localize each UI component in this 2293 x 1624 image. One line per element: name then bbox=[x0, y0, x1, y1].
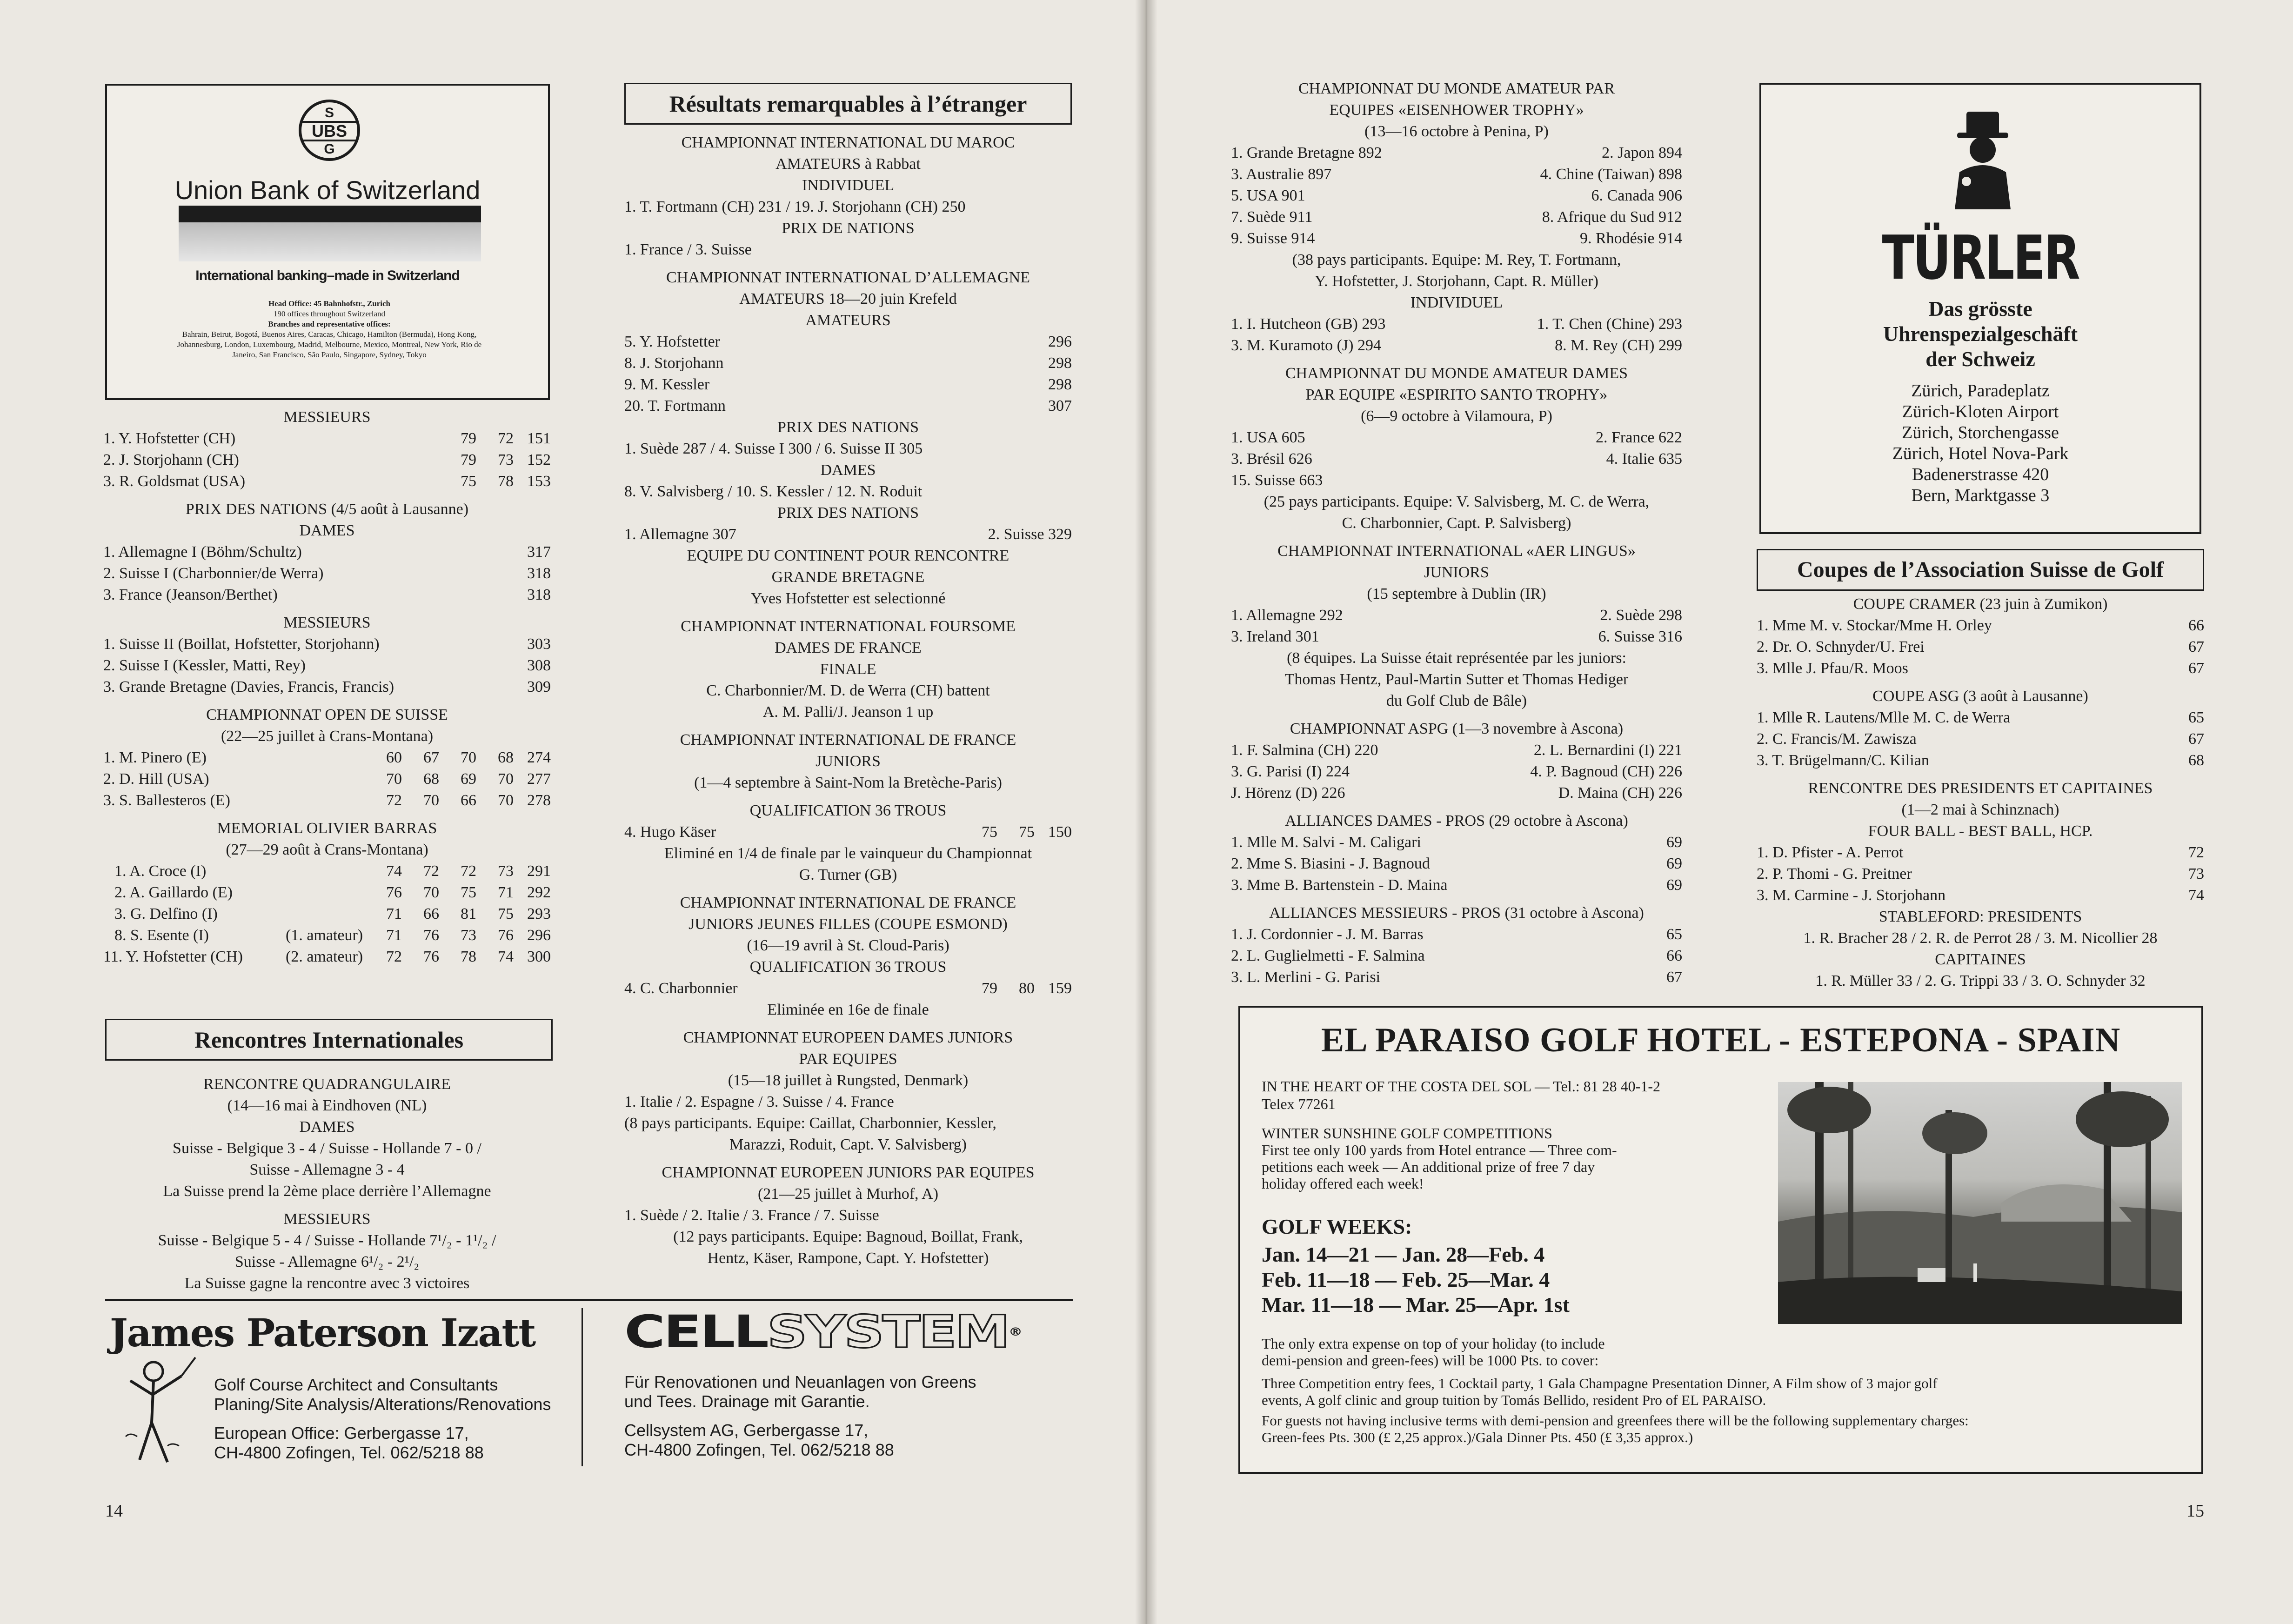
result-row: 1. Mlle M. Salvi - M. Caligari 69 bbox=[1231, 834, 1682, 851]
paterson-details: Golf Course Architect and Consultants Planing/Site Analysis/Alterations/Renovations European Office: Gerbergasse 17, CH-4800 Zofingen, Tel. 062/5218 88 bbox=[214, 1375, 551, 1462]
paraiso-cover-details: Three Competition entry fees, 1 Cocktail party, 1 Gala Champagne Presentation Dinner, A Film show of 3 major golf events, A golf clinic and group tuition by Tomás Bellido, resident Pro of EL PARAISO. For guests not having inclusive terms with demi-pension and greenfees there will be the following supplementary charges: Green-fees Pts. 300 (£ 2,25 approx.)/Gala Dinner Pts. 450 (£ 3,35 approx.) bbox=[1262, 1375, 1969, 1445]
result-row: 3. Australie 897 4. Chine (Taiwan) 898 bbox=[1231, 166, 1682, 183]
ubs-banner-bar bbox=[179, 206, 481, 261]
rencontre-quadrangulaire-section: RENCONTRE QUADRANGULAIRE (14—16 mai à Eindhoven (NL) DAMES Suisse - Belgique 3 - 4 / Suisse - Hollande 7 - 0 / Suisse - Allemagne 3 - 4 La Suisse prend la 2ème place derrière l’Allemagne MESSIEURS Suisse - Belgique 5 - 4 / Suisse - Hollande 7¹/₂ - 1¹/₂ / Suisse - Allemagne 6¹/₂ - 2¹/₂ La Suisse gagne la rencontre avec 3 victoires bbox=[158, 1076, 496, 1292]
coupes-asg-title: Coupes de l’Association Suisse de Golf bbox=[1757, 549, 2204, 591]
result-row: 3. Grande Bretagne (Davies, Francis, Francis) 309 bbox=[103, 678, 551, 695]
result-row: 11. Y. Hofstetter (CH) (2. amateur) 72 76 78 74 300 bbox=[103, 948, 551, 965]
ubs-office-info: Head Office: 45 Bahnhofstr., Zurich 190 offices throughout Switzerland Branches and representative offices: Bahrain, Beirut, Bogotá, Buenos Aires, Caracas, Chicago, Hamilton (Bermuda), Hong Kong, Johannesburg, London, Luxembourg, Madrid, Melbourne, Mexico, Montreal, New York, Rio de Janeiro, San Francisco, São Paulo, Singapore, Sydney, Tokyo bbox=[177, 299, 482, 359]
result-row: 8. J. Storjohann 298 bbox=[624, 354, 1072, 372]
paraiso-extra-expense: The only extra expense on top of your holiday (to include demi-pension and green-fees) will be 1000 Pts. to cover: bbox=[1262, 1335, 1605, 1369]
result-row: 7. Suède 911 8. Afrique du Sud 912 bbox=[1231, 208, 1682, 226]
result-row: 2. L. Guglielmetti - F. Salmina 66 bbox=[1231, 947, 1682, 964]
result-row: 3. L. Merlini - G. Parisi 67 bbox=[1231, 969, 1682, 986]
result-row: 1. A. Croce (I) 74 72 72 73 291 bbox=[114, 862, 551, 880]
column-2-results: CHAMPIONNAT INTERNATIONAL DU MAROC AMATEURS à Rabbat INDIVIDUEL 1. T. Fortmann (CH) 231 / 19. J. Storjohann (CH) 250 PRIX DE NATIONS 1. France / 3. Suisse CHAMPIONNAT INTERNATIONAL D’ALLEMAGNE AMATEURS 18—20 juin Krefeld AMATEURS 5. Y. Hofstetter 296 8. J. Storjohann 298 9. M. Kessler 298 20. T. Fortmann 307 PRIX DES NATIONS 1. Suède 287 / 4. Suisse I 300 / 6. Suisse II 305 DAMES 8. V. Salvisberg / 10. S. Kessler / 12. N. Roduit PRIX DES NATIONS 1. Allemagne 307 2. Suisse 329 EQUIPE DU CONTINENT POUR RENCONTRE GRANDE BRETAGNE Yves Hofstetter est selectionné CHAMPIONNAT INTERNATIONAL FOURSOME DAMES DE FRANCE FINALE C. Charbonnier/M. D. de Werra (CH) battent A. M. Palli/J. Jeanson 1 up CHAMPIONNAT INTERNATIONAL DE FRANCE JUNIORS (1—4 septembre à Saint-Nom la Bretèche-Paris) QUALIFICATION 36 TROUS 4. Hugo Käser 75 75 150 Eliminé en 1/4 de finale par le vainqueur du Championnat G. Turner (GB) CHAMPIONNAT INTERNATIONAL DE FRANCE JUNIORS JEUNES FILLES (COUPE ESMOND) (16—19 avril à St. Cloud-Paris) QUALIFICATION 36 TROUS 4. C. Charbonnier 79 80 159 Eliminée en 16e de finale CHAMPIONNAT EUROPEEN DAMES JUNIORS PAR EQUIPES (15—18 juillet à Rungsted, Denmark) 1. Italie / 2. Espagne / 3. Suisse / 4. France (8 pays participants. Equipe: Caillat, Charbonnier, Kessler, Marazzi, Roduit, Capt. V. Salvisberg) CHAMPIONNAT EUROPEEN JUNIORS PAR EQUIPES (21—25 juillet à Murhof, A) 1. Suède / 2. Italie / 3. France / 7. Suisse (12 pays participants. Equipe: Bagnoud, Boillat, Frank, Hentz, Käser, Rampone, Capt. Y. Hofstetter) bbox=[624, 134, 1072, 1267]
el-paraiso-advertisement bbox=[1238, 1006, 2203, 1474]
ubs-logo: S UBS G bbox=[299, 100, 360, 161]
result-row: 3. M. Kuramoto (J) 294 8. M. Rey (CH) 299 bbox=[1231, 337, 1682, 354]
messieurs-heading: MESSIEURS bbox=[283, 408, 371, 426]
page-number-left: 14 bbox=[105, 1501, 123, 1521]
turler-brand: TÜRLER bbox=[1882, 222, 2079, 293]
cellsystem-advertisement bbox=[624, 1306, 1073, 1474]
open-de-suisse-heading: CHAMPIONNAT OPEN DE SUISSE bbox=[206, 706, 448, 723]
result-row: 3. R. Goldsmat (USA) 75 78 153 bbox=[103, 473, 551, 490]
paterson-advertisement bbox=[107, 1306, 572, 1474]
result-row: 1. USA 605 2. France 622 bbox=[1231, 429, 1682, 446]
column-4-results: COUPE CRAMER (23 juin à Zumikon) 1. Mme M. v. Stockar/Mme H. Orley 66 2. Dr. O. Schnyder/U. Frei 67 3. Mlle J. Pfau/R. Moos 67 COUPE ASG (3 août à Lausanne) 1. Mlle R. Lautens/Mlle M. C. de Werra 65 2. C. Francis/M. Zawisza 67 3. T. Brügelmann/C. Kilian 68 RENCONTRE DES PRESIDENTS ET CAPITAINES (1—2 mai à Schinznach) FOUR BALL - BEST BALL, HCP. 1. D. Pfister - A. Perrot 72 2. P. Thomi - G. Preitner 73 3. M. Carmine - J. Storjohann 74 STABLEFORD: PRESIDENTS 1. R. Bracher 28 / 2. R. de Perrot 28 / 3. M. Nicollier 28 CAPITAINES 1. R. Müller 33 / 2. G. Trippi 33 / 3. O. Schnyder 32 bbox=[1757, 595, 2204, 989]
turler-tagline: Das grösste Uhrenspezialgeschäft der Schweiz bbox=[1883, 297, 2078, 371]
result-row: 1. Suisse II (Boillat, Hofstetter, Storjohann) 303 bbox=[103, 635, 551, 653]
result-row: 3. G. Parisi (I) 224 4. P. Bagnoud (CH) 226 bbox=[1231, 763, 1682, 780]
result-row: 2. A. Gaillardo (E) 76 70 75 71 292 bbox=[114, 884, 551, 901]
ubs-advertisement bbox=[105, 84, 550, 400]
result-row: 3. France (Jeanson/Berthet) 318 bbox=[103, 586, 551, 603]
open-de-suisse-dates: (22—25 juillet à Crans-Montana) bbox=[221, 728, 434, 745]
result-row: 1. I. Hutcheon (GB) 293 1. T. Chen (Chine) 293 bbox=[1231, 315, 1682, 333]
result-row: 3. Mlle J. Pfau/R. Moos 67 bbox=[1757, 660, 2204, 677]
result-row: 3. Mme B. Bartenstein - D. Maina 69 bbox=[1231, 876, 1682, 894]
paraiso-contact: IN THE HEART OF THE COSTA DEL SOL — Tel.: 81 28 40-1-2 Telex 77261 bbox=[1262, 1078, 1660, 1112]
result-row: 15. Suisse 663 bbox=[1231, 472, 1323, 489]
result-row: 1. J. Cordonnier - J. M. Barras 65 bbox=[1231, 926, 1682, 943]
resultats-etranger-title: Résultats remarquables à l’étranger bbox=[624, 83, 1072, 125]
result-row: 1. M. Pinero (E) 60 67 70 68 274 bbox=[103, 749, 551, 766]
result-row: 3. T. Brügelmann/C. Kilian 68 bbox=[1757, 752, 2204, 769]
photo-scene bbox=[1778, 1082, 2182, 1324]
result-row: 3. G. Delfino (I) 71 66 81 75 293 bbox=[114, 905, 551, 922]
result-row: 20. T. Fortmann 307 bbox=[624, 397, 1072, 414]
rencontres-internationales-title: Rencontres Internationales bbox=[105, 1019, 553, 1061]
cellsystem-details: Für Renovationen und Neuanlagen von Greens und Tees. Drainage mit Garantie. Cellsystem AG, Gerbergasse 17, CH-4800 Zofingen, Tel. 062/5218 88 bbox=[624, 1372, 976, 1459]
result-row: 1. Mlle R. Lautens/Mlle M. C. de Werra 65 bbox=[1757, 709, 2204, 726]
result-row: 1. Y. Hofstetter (CH) 79 72 151 bbox=[103, 430, 551, 447]
paraiso-competitions: WINTER SUNSHINE GOLF COMPETITIONS First tee only 100 yards from Hotel entrance — Three com- petitions each week — An additional prize of free 7 day holiday offered each week! bbox=[1262, 1125, 1617, 1192]
bottom-ads-rule bbox=[105, 1299, 1073, 1301]
result-row: 2. Suisse I (Charbonnier/de Werra) 318 bbox=[103, 565, 551, 582]
ads-divider bbox=[582, 1308, 583, 1466]
result-row: 5. USA 901 6. Canada 906 bbox=[1231, 187, 1682, 204]
prix-des-nations-heading: PRIX DES NATIONS (4/5 août à Lausanne) bbox=[185, 501, 469, 518]
result-row: 8. S. Esente (I) (1. amateur) 71 76 73 76 296 bbox=[114, 927, 551, 944]
ubs-bank-name: Union Bank of Switzerland bbox=[174, 175, 481, 205]
result-row: 2. D. Hill (USA) 70 68 69 70 277 bbox=[103, 770, 551, 788]
paraiso-golf-weeks: GOLF WEEKS: Jan. 14—21 — Jan. 28—Feb. 4 Feb. 11—18 — Feb. 25—Mar. 4 Mar. 11—18 — Mar. 25—Apr. 1st bbox=[1262, 1215, 1570, 1317]
memorial-barras-heading: MEMORIAL OLIVIER BARRAS bbox=[217, 820, 437, 837]
cellsystem-logo: CELLSYSTEM® bbox=[624, 1306, 1021, 1358]
golf-course-photo bbox=[1778, 1082, 2182, 1324]
gentleman-illustration bbox=[1941, 107, 2025, 209]
result-row: 1. D. Pfister - A. Perrot 72 bbox=[1757, 844, 2204, 861]
result-row: 5. Y. Hofstetter 296 bbox=[624, 333, 1072, 350]
result-row: 3. M. Carmine - J. Storjohann 74 bbox=[1757, 887, 2204, 904]
paterson-name: James Paterson Izatt bbox=[110, 1311, 535, 1356]
column-1-results bbox=[103, 407, 551, 968]
result-row: 9. Suisse 914 9. Rhodésie 914 bbox=[1231, 230, 1682, 247]
result-row: 1. F. Salmina (CH) 220 2. L. Bernardini (I) 221 bbox=[1231, 742, 1682, 759]
messieurs-heading: MESSIEURS bbox=[283, 614, 371, 631]
result-row: 2. Suisse I (Kessler, Matti, Rey) 308 bbox=[103, 657, 551, 674]
result-row: 3. Ireland 301 6. Suisse 316 bbox=[1231, 628, 1682, 645]
result-row: 4. Hugo Käser 75 75 150 bbox=[624, 823, 1072, 841]
result-row: 2. Dr. O. Schnyder/U. Frei 67 bbox=[1757, 638, 2204, 655]
result-row: 2. C. Francis/M. Zawisza 67 bbox=[1757, 730, 2204, 748]
memorial-barras-dates: (27—29 août à Crans-Montana) bbox=[226, 841, 428, 858]
result-row: 9. M. Kessler 298 bbox=[624, 376, 1072, 393]
ubs-tagline: International banking–made in Switzerland bbox=[195, 268, 460, 283]
result-row: J. Hörenz (D) 226 D. Maina (CH) 226 bbox=[1231, 784, 1682, 802]
result-row: 4. C. Charbonnier 79 80 159 bbox=[624, 980, 1072, 997]
spine-gutter bbox=[1135, 0, 1157, 1624]
result-row: 1. Allemagne 292 2. Suède 298 bbox=[1231, 607, 1682, 624]
result-row: 2. J. Storjohann (CH) 79 73 152 bbox=[103, 451, 551, 468]
result-row: 1. Allemagne I (Böhm/Schultz) 317 bbox=[103, 543, 551, 561]
column-3-results: CHAMPIONNAT DU MONDE AMATEUR PAR EQUIPES «EISENHOWER TROPHY» (13—16 octobre à Penina, P) 1. Grande Bretagne 892 2. Japon 894 3. Australie 897 4. Chine (Taiwan) 898 5. USA 901 6. Canada 906 7. Suède 911 8. Afrique du Sud 912 9. Suisse 914 9. Rhodésie 914 (38 pays participants. Equipe: M. Rey, T. Fortmann, Y. Hofstetter, J. Storjohann, Capt. R. Müller) INDIVIDUEL 1. I. Hutcheon (GB) 293 1. T. Chen (Chine) 293 3. M. Kuramoto (J) 294 8. M. Rey (CH) 299 CHAMPIONNAT DU MONDE AMATEUR DAMES PAR EQUIPE «ESPIRITO SANTO TROPHY» (6—9 octobre à Vilamoura, P) 1. USA 605 2. France 622 3. Brésil 626 4. Italie 635 15. Suisse 663 (25 pays participants. Equipe: V. Salvisberg, M. C. de Werra, C. Charbonnier, Capt. P. Salvisberg) CHAMPIONNAT INTERNATIONAL «AER LINGUS» JUNIORS (15 septembre à Dublin (IR) 1. Allemagne 292 2. Suède 298 3. Ireland 301 6. Suisse 316 (8 équipes. La Suisse était représentée par les juniors: Thomas Hentz, Paul-Martin Sutter et Thomas Hediger du Golf Club de Bâle) CHAMPIONNAT ASPG (1—3 novembre à Ascona) 1. F. Salmina (CH) 220 2. L. Bernardini (I) 221 3. G. Parisi (I) 224 4. P. Bagnoud (CH) 226 J. Hörenz (D) 226 D. Maina (CH) 226 ALLIANCES DAMES - PROS (29 octobre à Ascona) 1. Mlle M. Salvi - M. Caligari 69 2. Mme S. Biasini - J. Bagnoud 69 3. Mme B. Bartenstein - D. Maina 69 ALLIANCES MESSIEURS - PROS (31 octobre à Ascona) 1. J. Cordonnier - J. M. Barras 65 2. L. Guglielmetti - F. Salmina 66 3. L. Merlini - G. Parisi 67 bbox=[1231, 78, 1682, 988]
result-row: 1. Grande Bretagne 892 2. Japon 894 bbox=[1231, 144, 1682, 161]
dames-heading: DAMES bbox=[299, 522, 355, 539]
result-row: 1. Mme M. v. Stockar/Mme H. Orley 66 bbox=[1757, 617, 2204, 634]
page-number-right: 15 bbox=[2186, 1501, 2204, 1521]
result-row: 2. P. Thomi - G. Preitner 73 bbox=[1757, 865, 2204, 882]
turler-advertisement bbox=[1759, 83, 2201, 534]
paraiso-title: EL PARAISO GOLF HOTEL - ESTEPONA - SPAIN bbox=[1321, 1021, 2121, 1059]
turler-addresses: Zürich, Paradeplatz Zürich-Kloten Airport Zürich, Storchengasse Zürich, Hotel Nova-Park Badenerstrasse 420 Bern, Marktgasse 3 bbox=[1892, 381, 2069, 505]
result-row: 2. Mme S. Biasini - J. Bagnoud 69 bbox=[1231, 855, 1682, 872]
golfer-illustration bbox=[112, 1353, 200, 1474]
result-row: 3. S. Ballesteros (E) 72 70 66 70 278 bbox=[103, 792, 551, 809]
result-row: 3. Brésil 626 4. Italie 635 bbox=[1231, 450, 1682, 468]
